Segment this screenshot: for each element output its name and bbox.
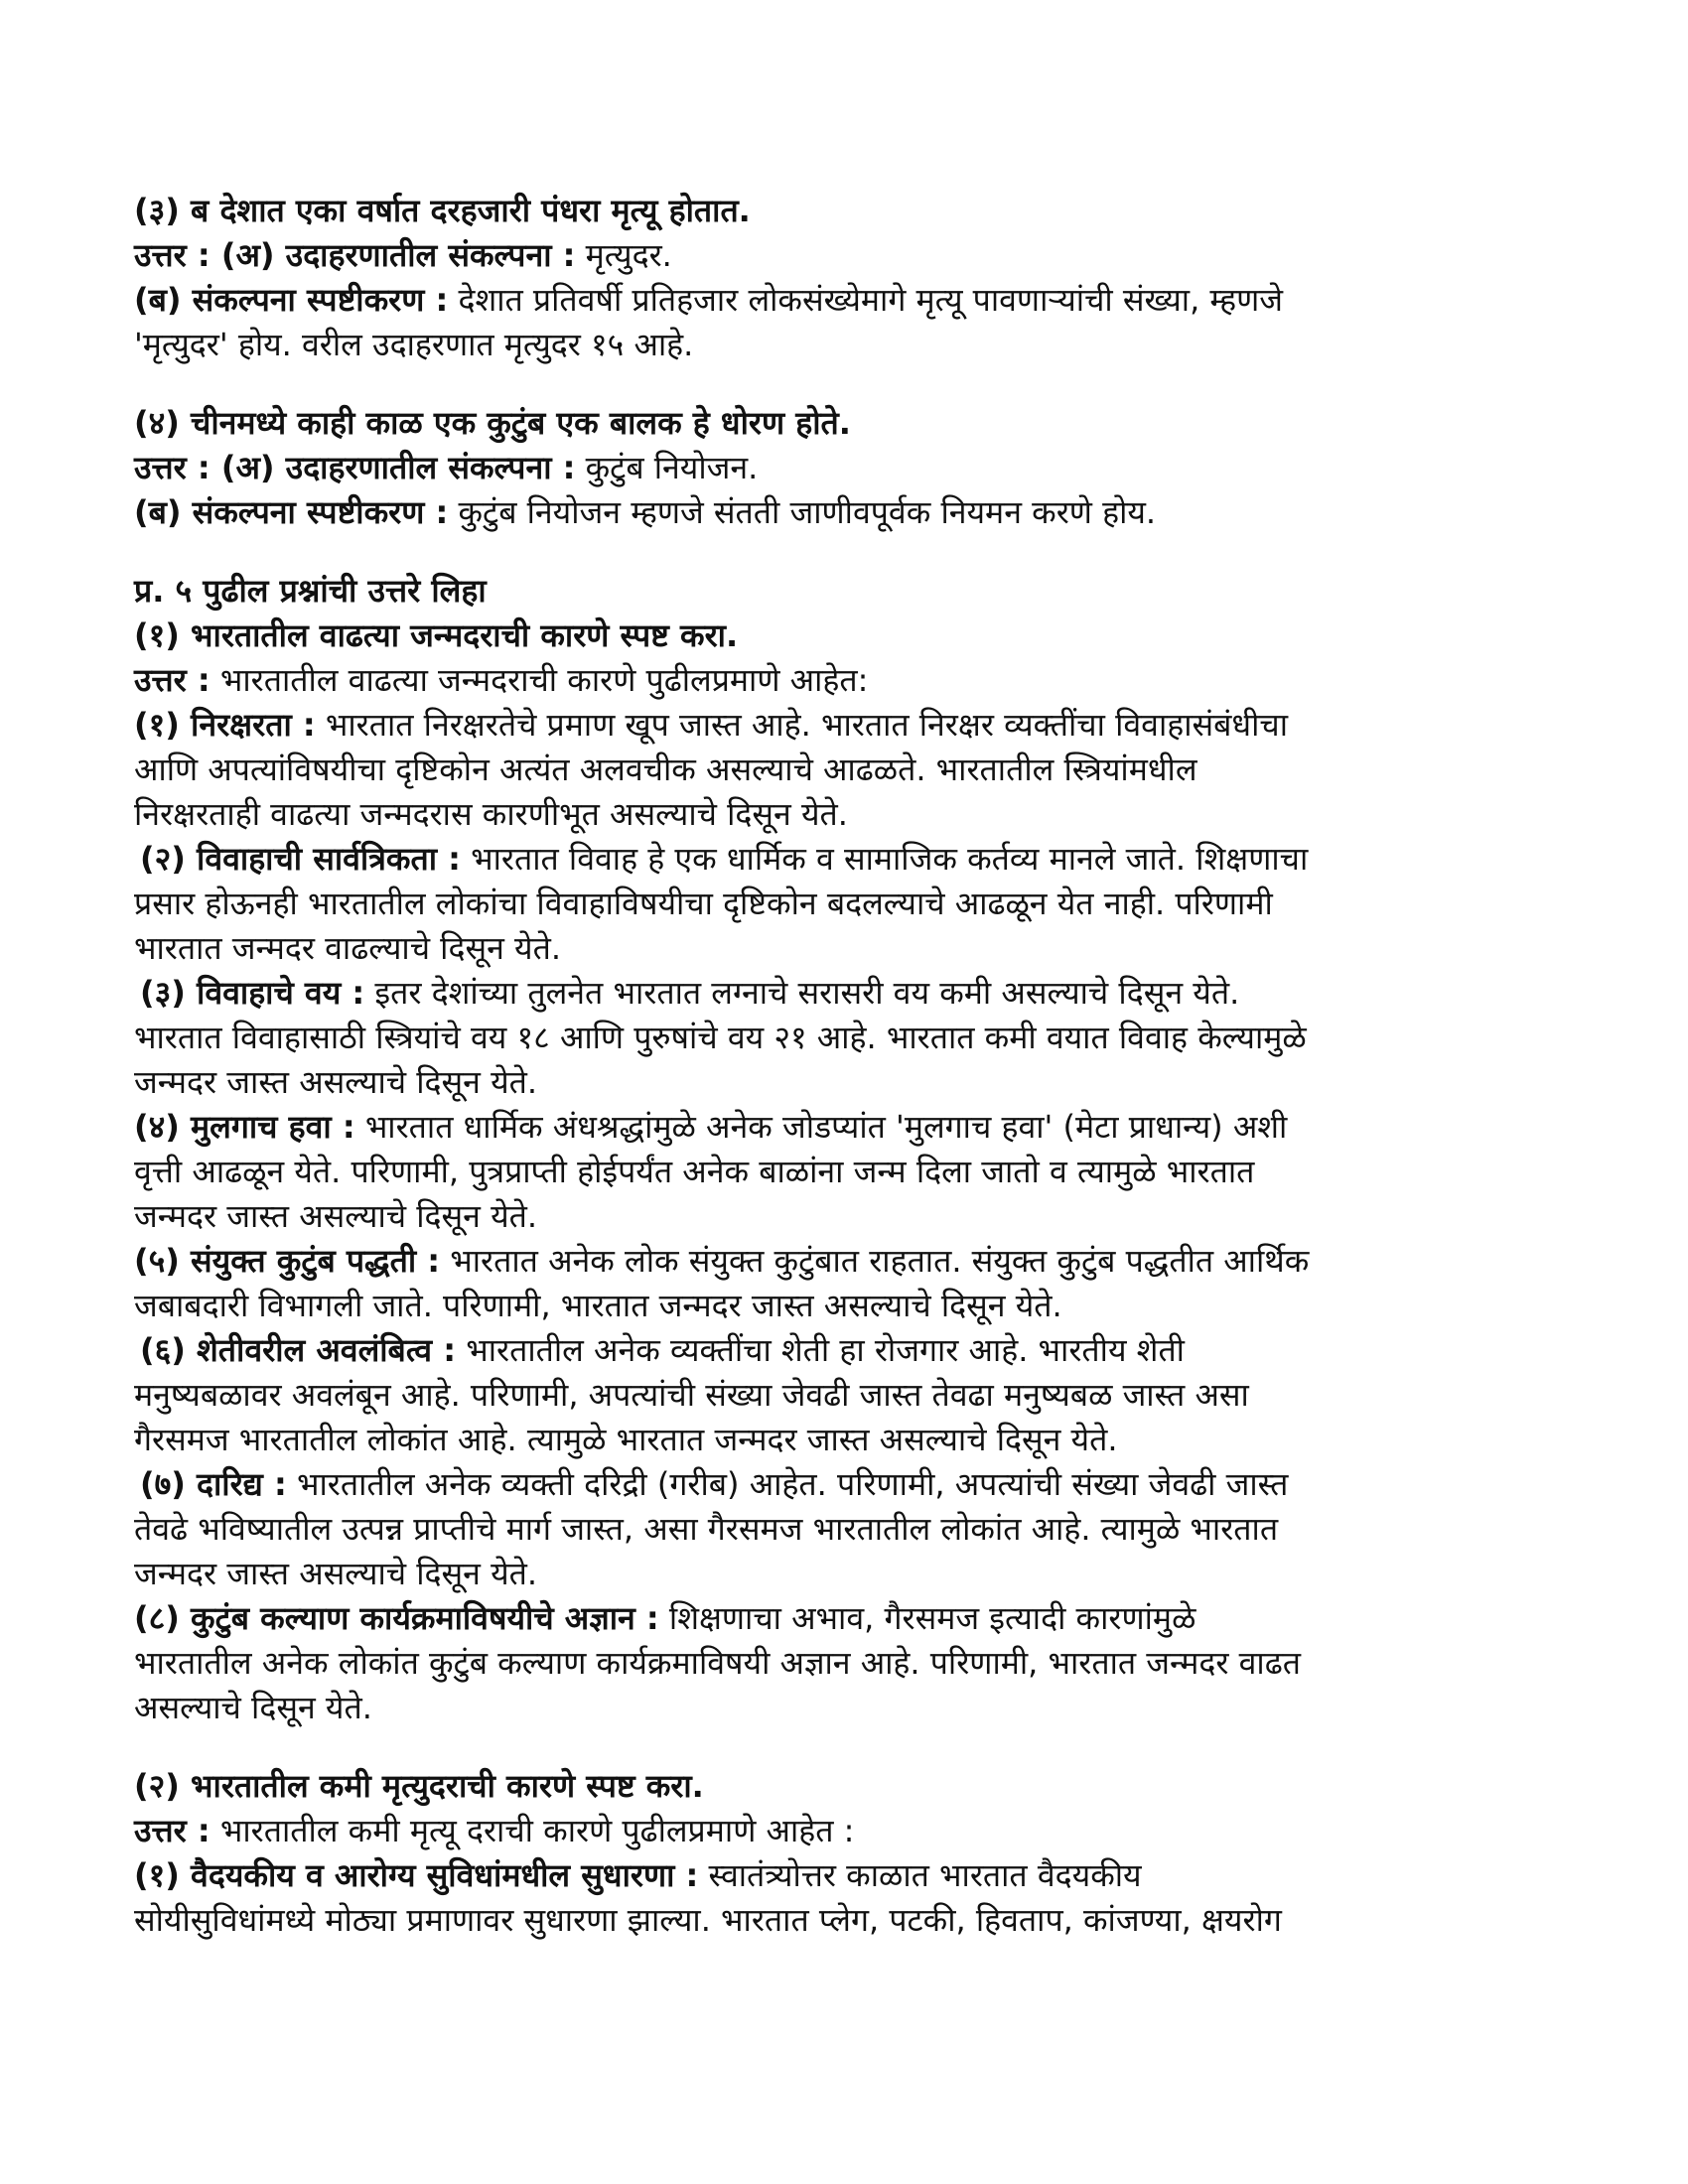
answer-concept: उत्तर : (अ) उदाहरणातील संकल्पना : कुटुंब नियोजन. [134,449,759,486]
question-5-2: (२) भारतातील कमी मृत्युदराची कारणे स्पष्ट करा. [134,1767,704,1805]
text-line: 'मृत्युदर' होय. वरील उदाहरणात मृत्युदर १५ आहे. [134,326,694,363]
text-line: निरक्षरताही वाढत्या जन्मदरास कारणीभूत असल्याचे दिसून येते. [134,795,848,833]
text-line: गैरसमज भारतातील लोकांत आहे. त्यामुळे भारतात जन्मदर जास्त असल्याचे दिसून येते. [134,1421,1118,1458]
text-line: वृत्ती आढळून येते. परिणामी, पुत्रप्राप्ती होईपर्यंत अनेक बाळांना जन्म दिला जातो व त्यामुळे भारतात [134,1153,1255,1190]
text-line: प्रसार होऊनही भारतातील लोकांचा विवाहाविषयीचा दृष्टिकोन बदलल्याचे आढळून येत नाही. परिणामी [134,885,1273,922]
reason-2: (२) विवाहाची सार्वत्रिकता : भारतात विवाह हे एक धार्मिक व सामाजिक कर्तव्य मानले जाते. शिक्षणाचा [140,840,1309,878]
text-line: जन्मदर जास्त असल्याचे दिसून येते. [134,1555,538,1592]
reason-3: (३) विवाहाचे वय : इतर देशांच्या तुलनेत भारतात लग्नाचे सरासरी वय कमी असल्याचे दिसून येते. [140,974,1240,1012]
document-page [134,189,1564,1943]
reason-1: (१) वैदयकीय व आरोग्य सुविधांमधील सुधारणा : स्वातंत्र्योत्तर काळात भारतात वैदयकीय [134,1856,1142,1894]
text-line: मनुष्यबळावर अवलंबून आहे. परिणामी, अपत्यांची संख्या जेवढी जास्त तेवढा मनुष्यबळ जास्त असा [134,1376,1249,1414]
reason-4: (४) मुलगाच हवा : भारतात धार्मिक अंधश्रद्धांमुळे अनेक जोडप्यांत 'मुलगाच हवा' (मेटा प्राधान्य) अशी [134,1108,1288,1146]
reason-8: (८) कुटुंब कल्याण कार्यक्रमाविषयीचे अज्ञान : शिक्षणाचा अभाव, गैरसमज इत्यादी कारणांमुळे [134,1599,1196,1637]
reason-5: (५) संयुक्त कुटुंब पद्धती : भारतात अनेक लोक संयुक्त कुटुंबात राहतात. संयुक्त कुटुंब पद्धतीत आर्थिक [134,1242,1310,1280]
concept-explanation: (ब) संकल्पना स्पष्टीकरण : कुटुंब नियोजन म्हणजे संतती जाणीवपूर्वक नियमन करणे होय. [134,493,1157,531]
text-line: जन्मदर जास्त असल्याचे दिसून येते. [134,1197,538,1235]
answer-intro: उत्तर : भारतातील कमी मृत्यू दराची कारणे पुढीलप्रमाणे आहेत : [134,1812,855,1849]
text-line: तेवढे भविष्यातील उत्पन्न प्राप्तीचे मार्ग जास्त, असा गैरसमज भारतातील लोकांत आहे. त्यामुळे भारतात [134,1510,1279,1548]
text-line: सोयीसुविधांमध्ये मोठ्या प्रमाणावर सुधारणा झाल्या. भारतात प्लेग, पटकी, हिवताप, कांजण्या, क्षयरोग [134,1901,1282,1939]
answer-intro: उत्तर : भारतातील वाढत्या जन्मदराची कारणे पुढीलप्रमाणे आहेत: [134,661,869,699]
question-5-1: (१) भारतातील वाढत्या जन्मदराची कारणे स्पष्ट करा. [134,616,739,654]
answer-concept: उत्तर : (अ) उदाहरणातील संकल्पना : मृत्युदर. [134,236,672,274]
question-4: (४) चीनमध्ये काही काळ एक कुटुंब एक बालक हे धोरण होते. [134,404,851,442]
question-3: (३) ब देशात एका वर्षात दरहजारी पंधरा मृत्यू होतात. [134,192,751,229]
section-heading: प्र. ५ पुढील प्रश्नांची उत्तरे लिहा [134,572,487,610]
text-line: भारतात जन्मदर वाढल्याचे दिसून येते. [134,929,561,967]
text-line: भारतातील अनेक लोकांत कुटुंब कल्याण कार्यक्रमाविषयी अज्ञान आहे. परिणामी, भारतात जन्मदर वाढत [134,1644,1301,1682]
reason-6: (६) शेतीवरील अवलंबित्व : भारतातील अनेक व्यक्तींचा शेती हा रोजगार आहे. भारतीय शेती [140,1331,1185,1369]
reason-1: (१) निरक्षरता : भारतात निरक्षरतेचे प्रमाण खूप जास्त आहे. भारतात निरक्षर व्यक्तींचा विवाहासंबंधीचा [134,706,1288,744]
text-line: भारतात विवाहासाठी स्त्रियांचे वय १८ आणि पुरुषांचे वय २१ आहे. भारतात कमी वयात विवाह केल्यामुळे [134,1019,1307,1056]
reason-7: (७) दारिद्य : भारतातील अनेक व्यक्ती दरिद्री (गरीब) आहेत. परिणामी, अपत्यांची संख्या जेवढी जास्त [140,1465,1289,1503]
text-line: जबाबदारी विभागली जाते. परिणामी, भारतात जन्मदर जास्त असल्याचे दिसून येते. [134,1287,1062,1324]
text-line: जन्मदर जास्त असल्याचे दिसून येते. [134,1063,538,1101]
text-line: आणि अपत्यांविषयीचा दृष्टिकोन अत्यंत अलवचीक असल्याचे आढळते. भारतातील स्त्रियांमधील [134,751,1197,788]
concept-explanation: (ब) संकल्पना स्पष्टीकरण : देशात प्रतिवर्षी प्रतिहजार लोकसंख्येमागे मृत्यू पावणाऱ्यांची संख्या, म्हणजे [134,281,1283,319]
text-line: असल्याचे दिसून येते. [134,1689,372,1726]
